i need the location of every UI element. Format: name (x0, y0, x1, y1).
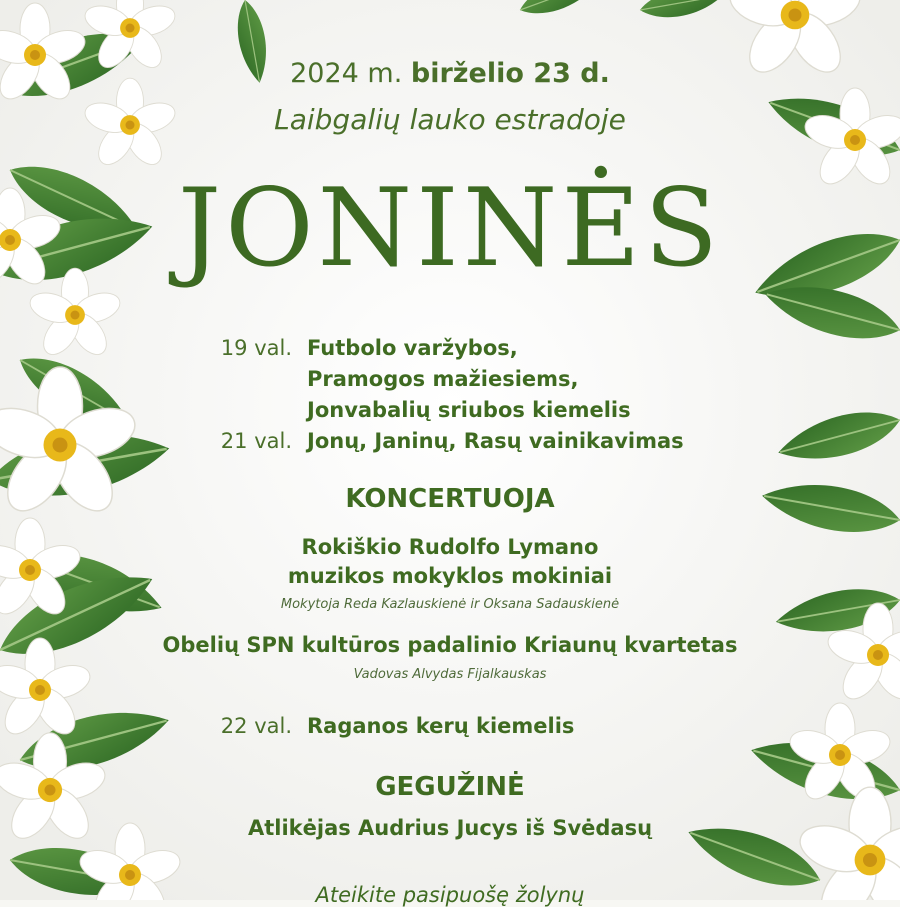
schedule-event: Pramogos mažiesiems, (307, 367, 579, 391)
event-day: birželio 23 d. (410, 58, 610, 89)
performer-1-line-1: Rokiškio Rudolfo Lymano (301, 535, 599, 559)
poster-title: JONINĖS (177, 166, 723, 291)
schedule-event: Jonvabalių sriubos kiemelis (307, 398, 631, 422)
performer-1-line-2: muzikos mokyklos mokiniai (287, 564, 613, 588)
performer-1-note: Mokytoja Reda Kazlauskienė ir Oksana Sadauskienė (280, 597, 620, 612)
late-event-row (0, 714, 900, 746)
schedule-row (0, 429, 900, 461)
schedule-row (0, 367, 900, 399)
schedule-row (0, 398, 900, 430)
performer-2: Obelių SPN kultūros padalinio Kriaunų kvartetas (162, 633, 738, 657)
performer-2-note: Vadovas Alvydas Fijalkauskas (353, 667, 547, 682)
dance-performer: Atlikėjas Audrius Jucys iš Svėdasų (247, 816, 653, 840)
schedule-event: Jonų, Janinų, Rasų vainikavimas (307, 429, 684, 453)
schedule-time: 19 val. (220, 336, 292, 360)
schedule-row (0, 336, 900, 368)
dance-heading: GEGUŽINĖ (375, 772, 525, 802)
event-date (0, 58, 900, 89)
concert-heading: KONCERTUOJA (345, 484, 555, 514)
late-event-name: Raganos kerų kiemelis (307, 714, 575, 738)
late-event-time: 22 val. (220, 714, 292, 738)
footer-text: Ateikite pasipuošę žolynų (315, 883, 585, 907)
schedule-event: Futbolo varžybos, (307, 336, 518, 360)
schedule-time: 21 val. (220, 429, 292, 453)
event-year: 2024 m. (290, 58, 403, 89)
event-venue: Laibgalių lauko estradoje (274, 103, 626, 136)
